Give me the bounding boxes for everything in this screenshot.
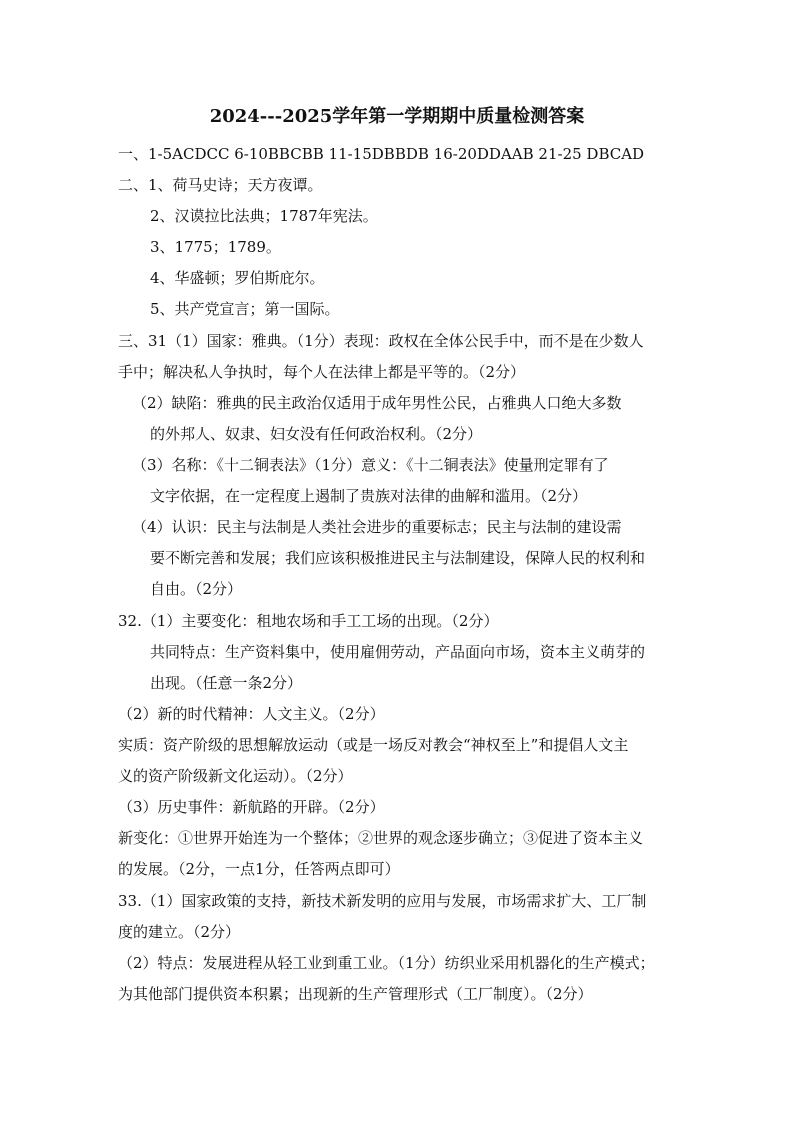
q32-part-3-line-3: 的发展。（2分，一点1分，任答两点即可） [118, 860, 400, 878]
q32-part-2-line-1: （2）新的时代精神：人文主义。（2分） [118, 705, 385, 723]
q31-part-4-line-1: （4）认识：民主与法制是人类社会进步的重要标志；民主与法制的建设需 [132, 518, 622, 536]
q32-part-2-line-3: 义的资产阶级新文化运动）。（2分） [118, 767, 353, 785]
q31-part-3-line-1: （3）名称：《十二铜表法》（1分）意义：《十二铜表法》使量刑定罪有了 [132, 456, 609, 474]
q31-part-1-line-1: 三、31（1）国家：雅典。（1分）表现：政权在全体公民手中，而不是在少数人 [118, 332, 644, 350]
q31-part-4-line-2: 要不断完善和发展；我们应该积极推进民主与法制建设，保障人民的权利和 [150, 549, 646, 567]
q31-part-2-line-2: 的外邦人、奴隶、妇女没有任何政治权利。（2分） [150, 425, 483, 443]
q33-part-1-line-2: 度的建立。（2分） [118, 923, 241, 941]
q31-part-4-line-3: 自由。（2分） [150, 580, 243, 598]
page-title: 2024---2025学年第一学期期中质量检测答案 [209, 106, 585, 127]
section-1-multiple-choice-answers: 一、1-5ACDCC 6-10BBCBB 11-15DBBDB 16-20DDAAB 21-25 DBCAD [118, 145, 645, 163]
q31-part-2-line-1: （2）缺陷：雅典的民主政治仅适用于成年男性公民，占雅典人口绝大多数 [132, 394, 622, 412]
section-2-item-1: 二、1、荷马史诗；天方夜谭。 [118, 176, 323, 194]
q33-part-2-line-2: 为其他部门提供资本积累；出现新的生产管理形式（工厂制度）。（2分） [118, 985, 593, 1003]
q32-part-1-line-3: 出现。（任意一条2分） [150, 674, 303, 692]
q32-part-1-line-2: 共同特点：生产资料集中，使用雇佣劳动，产品面向市场，资本主义萌芽的 [150, 643, 646, 661]
section-2-item-4: 4、华盛顿；罗伯斯庇尔。 [150, 269, 325, 287]
section-2-item-2: 2、汉谟拉比法典；1787年宪法。 [150, 207, 378, 225]
q32-part-3-line-1: （3）历史事件：新航路的开辟。（2分） [118, 798, 385, 816]
q32-part-2-line-2: 实质：资产阶级的思想解放运动（或是一场反对教会“神权至上”和提倡人文主 [118, 736, 629, 754]
q33-part-1-line-1: 33.（1）国家政策的支持，新技术新发明的应用与发展，市场需求扩大、工厂制 [118, 892, 647, 910]
section-2-item-3: 3、1775；1789。 [150, 238, 281, 256]
q32-part-3-line-2: 新变化：①世界开始连为一个整体；②世界的观念逐步确立；③促进了资本主义 [118, 829, 644, 847]
section-2-item-5: 5、共产党宣言；第一国际。 [150, 300, 340, 318]
q32-part-1-line-1: 32.（1）主要变化：租地农场和手工工场的出现。（2分） [118, 612, 499, 630]
q33-part-2-line-1: （2）特点：发展进程从轻工业到重工业。（1分）纺织业采用机器化的生产模式； [118, 954, 655, 972]
q31-part-1-line-2: 手中；解决私人争执时，每个人在法律上都是平等的。（2分） [118, 363, 526, 381]
q31-part-3-line-2: 文字依据，在一定程度上遏制了贵族对法律的曲解和滥用。（2分） [150, 487, 588, 505]
